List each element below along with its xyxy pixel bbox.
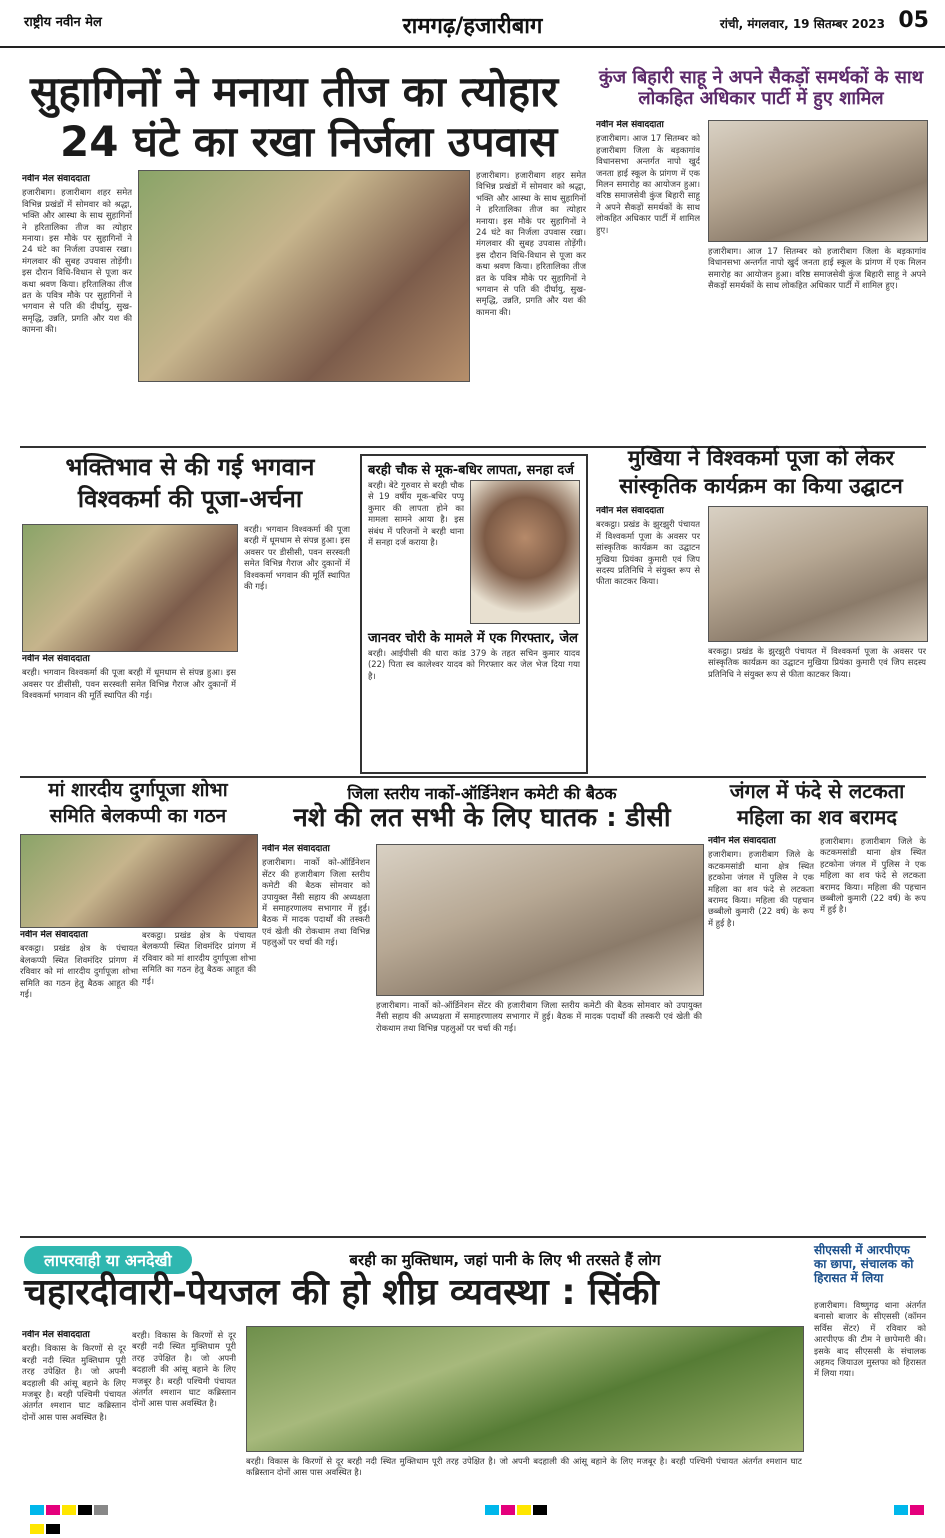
- story2-body-continued: [708, 246, 926, 440]
- page-number: 05: [898, 8, 929, 33]
- story4-headline: बरही चौक से मूक-बधिर लापता, सनहा दर्ज: [368, 463, 574, 478]
- story3-byline: नवीन मेल संवाददाता: [22, 654, 90, 664]
- story1-body: [22, 174, 132, 440]
- story9-headline: चहारदीवारी-पेयजल की हो शीघ्र व्यवस्था : सिंकी: [24, 1272, 659, 1313]
- story3-photo: [22, 524, 238, 652]
- story6-headline-line2: समिति बेलकप्पी का गठन: [49, 805, 227, 827]
- story4-portrait: [470, 480, 580, 624]
- story8-headline-line1: जंगल में फंदे से लटकता: [729, 779, 905, 803]
- story1-text-continued: हजारीबाग। हजारीबाग शहर समेत विभिन्न प्रखंडों में सोमवार को श्रद्धा, भक्ति और आस्था के साथ सुहागिनों ने हरितालिका तीज का त्योहार मनाया। इस मौके पर सुहागिनों ने 24 घंटे का निर्जला उपवास रखा। मंगलवार की सुबह उपवास तोड़ेंगी। इस दौरान विधि-विधान से पूजा कर कथा श्रवण किया। हरितालिका तीज व्रत के पवित्र मौके पर सुहागिनों ने भगवान से पति की दीर्घायु, सुख-समृद्धि, उन्नति, प्रगति और यश की कामना की।: [476, 170, 586, 317]
- story6-body-continued: [142, 930, 256, 1230]
- print-registration-strip: [30, 1500, 930, 1512]
- story2-text-continued: हजारीबाग। आज 17 सितम्बर को हजारीबाग जिला के बड़कागांव विधानसभा अन्तर्गत नापो खुर्द जनता हाई स्कूल के प्रांगण में एक मिलन समारोह का आयोजन हुआ। वरिष्ठ समाजसेवी कुंज बिहारी साहू ने अपने सैकड़ों समर्थकों के साथ लोकहित अधिकार पार्टी में शामिल हुए।: [708, 246, 926, 291]
- story7-body: [262, 844, 370, 1230]
- story8-byline: नवीन मेल संवाददाता: [708, 836, 776, 846]
- story4-subtext: बरही। आईपीसी की धारा कांड 379 के तहत सचिन कुमार यादव (22) पिता स्व कालेश्वर यादव को गिरफ्तार कर जेल भेज दिया गया है।: [368, 648, 580, 681]
- story10-text: हजारीबाग। विष्णुगढ़ थाना अंतर्गत बनासो बाजार के सीएससी (कॉमन सर्विस सेंटर) में रविवार को आरपीएफ की टीम ने छापेमारी की। इसके बाद सीएससी के संचालक अहमद जियाउल मुस्तफा को हिरासत में लिया गया।: [814, 1300, 926, 1379]
- story9-tag: लापरवाही या अनदेखी: [24, 1246, 192, 1274]
- story4-body: [368, 480, 464, 622]
- story3-headline-line1: भक्तिभाव से की गई भगवान: [65, 453, 315, 481]
- story1-text: हजारीबाग। हजारीबाग शहर समेत विभिन्न प्रखंडों में सोमवार को श्रद्धा, भक्ति और आस्था के साथ सुहागिनों ने हरितालिका तीज का त्योहार मनाया। इस मौके पर सुहागिनों ने 24 घंटे का निर्जला उपवास रखा। मंगलवार की सुबह उपवास तोड़ेंगी। इस दौरान विधि-विधान से पूजा कर कथा श्रवण किया। हरितालिका तीज व्रत के पवित्र मौके पर सुहागिनों ने भगवान से पति की दीर्घायु, सुख-समृद्धि, उन्नति, प्रगति और यश की कामना की।: [22, 187, 132, 335]
- story9-text-lower: बरही। विकास के किरणों से दूर बरही नदी स्थित मुक्तिधाम पूरी तरह उपेक्षित है। जो अपनी बदहाली की आंसू बहाने के लिए मजबूर है। बरही पश्चिमी पंचायत अंतर्गत श्मशान घाट कब्रिस्तान दोनों आस पास अवस्थित है।: [246, 1456, 802, 1478]
- story7-body-continued: [376, 1000, 702, 1230]
- story1-photo: [138, 170, 470, 382]
- story5-body-continued: [708, 646, 926, 770]
- story6-text-continued: बरकट्ठा। प्रखंड क्षेत्र के पंचायत बेलकप्पी स्थित शिवमंदिर प्रांगण में रविवार को मां शारदीय दुर्गापूजा शोभा समिति का गठन हेतु बैठक आहूत की गई।: [142, 930, 256, 986]
- story9-byline: नवीन मेल संवाददाता: [22, 1330, 90, 1340]
- story7-headline: नशे की लत सभी के लिए घातक : डीसी: [293, 803, 671, 833]
- brand-logo: राष्ट्रीय नवीन मेल: [24, 15, 102, 30]
- story3-text-lower: बरही। भगवान विश्वकर्मा की पूजा बरही में धूमधाम से संपन्न हुआ। इस अवसर पर डीसीसी, पवन सरस्वती समेत विभिन्न गैराज और दुकानों में विश्वकर्मा भगवान की मूर्ति स्थापित की गई।: [22, 667, 236, 701]
- story5-headline-line2: सांस्कृतिक कार्यक्रम का किया उद्घाटन: [619, 474, 903, 498]
- story4-subbody: [368, 648, 580, 764]
- story6-text: बरकट्ठा। प्रखंड क्षेत्र के पंचायत बेलकप्पी स्थित शिवमंदिर प्रांगण में रविवार को मां शारदीय दुर्गापूजा शोभा समिति का गठन हेतु बैठक आहूत की गई।: [20, 943, 138, 1000]
- story1-byline: नवीन मेल संवाददाता: [22, 174, 90, 184]
- story5-body: [596, 506, 700, 770]
- story10-body: [814, 1300, 926, 1490]
- story2-photo: [708, 120, 928, 242]
- story6-byline: नवीन मेल संवाददाता: [20, 930, 88, 940]
- story8-headline-line2: महिला का शव बरामद: [736, 805, 897, 829]
- divider: [20, 776, 926, 778]
- story6-body: [20, 930, 138, 1230]
- story1-body-continued: [476, 170, 586, 440]
- story7-photo: [376, 844, 704, 996]
- story8-body-continued: [820, 836, 926, 1230]
- story4-box: [360, 454, 588, 774]
- divider: [20, 1236, 926, 1238]
- story9-body: [22, 1330, 126, 1490]
- story4-text: बरही। बेटे गुरुवार से बरही चौक से 19 वर्षीय मूक-बधिर पप्पू कुमार की लापता होने का मामला सामने आया है। इस संबंध में परिजनों ने बरही थाना में सनहा दर्ज कराया है।: [368, 480, 464, 548]
- story5-byline: नवीन मेल संवाददाता: [596, 506, 664, 516]
- story5-text: बरकट्ठा। प्रखंड के झुरझुरी पंचायत में विश्वकर्मा पूजा के अवसर पर सांस्कृतिक कार्यक्रम का उद्घाटन मुखिया प्रियंका कुमारी एवं जिप सदस्य प्रतिनिधि ने संयुक्त रूप से फीता काटकर किया।: [596, 519, 700, 587]
- story7-text-continued: हजारीबाग। नार्को को-ऑर्डिनेशन सेंटर की हजारीबाग जिला स्तरीय कमेटी की बैठक सोमवार को उपायुक्त नैंसी सहाय की अध्यक्षता में समाहरणालय सभागार में हुई। बैठक में मादक पदार्थों की तस्करी एवं खेती की रोकथाम तथा विभिन्न पहलुओं पर चर्चा की गई।: [376, 1000, 702, 1033]
- story8-text: हजारीबाग। हजारीबाग जिले के कटकमसांडी थाना क्षेत्र स्थित हटकोना जंगल में पुलिस ने एक महिला का शव फंदे से लटकता बरामद किया। महिला की पहचान छब्बीलो कुमारी (22 वर्ष) के रूप में हुई है।: [708, 849, 814, 928]
- story7-text: हजारीबाग। नार्को को-ऑर्डिनेशन सेंटर की हजारीबाग जिला स्तरीय कमेटी की बैठक सोमवार को उपायुक्त नैंसी सहाय की अध्यक्षता में समाहरणालय सभागार में हुई। बैठक में मादक पदार्थों की तस्करी एवं खेती की रोकथाम तथा विभिन्न पहलुओं पर चर्चा की गई।: [262, 857, 370, 948]
- story2-headline: कुंज बिहारी साहू ने अपने सैकड़ों समर्थकों के साथ लोकहित अधिकार पार्टी में हुए शामिल: [598, 67, 924, 109]
- story4-subheadline: जानवर चोरी के मामले में एक गिरफ्तार, जेल: [368, 631, 578, 646]
- story3-body-lower: [22, 654, 236, 770]
- story9-body-lower: [246, 1456, 802, 1490]
- story8-text-continued: हजारीबाग। हजारीबाग जिले के कटकमसांडी थाना क्षेत्र स्थित हटकोना जंगल में पुलिस ने एक महिला का शव फंदे से लटकता बरामद किया। महिला की पहचान छब्बीलो कुमारी (22 वर्ष) के रूप में हुई है।: [820, 836, 926, 915]
- story1-headline-line2: 24 घंटे का रखा निर्जला उपवास: [60, 117, 558, 166]
- story3-headline-line2: विश्वकर्मा की पूजा-अर्चना: [77, 485, 303, 513]
- story9-kicker: बरही का मुक्तिधाम, जहां पानी के लिए भी तरसते हैं लोग: [349, 1251, 661, 1269]
- story9-text: बरही। विकास के किरणों से दूर बरही नदी स्थित मुक्तिधाम पूरी तरह उपेक्षित है। जो अपनी बदहाली की आंसू बहाने के लिए मजबूर है। बरही पश्चिमी पंचायत अंतर्गत श्मशान घाट कब्रिस्तान दोनों आस पास अवस्थित है।: [22, 1343, 126, 1422]
- section-title: रामगढ़/हजारीबाग: [402, 14, 543, 39]
- dateline: रांची, मंगलवार, 19 सितम्बर 2023: [719, 17, 885, 31]
- story5-headline-line1: मुखिया ने विश्वकर्मा पूजा को लेकर: [627, 446, 895, 470]
- story9-photo: [246, 1326, 804, 1452]
- story2-text: हजारीबाग। आज 17 सितम्बर को हजारीबाग जिला के बड़कागांव विधानसभा अन्तर्गत नापो खुर्द जनता हाई स्कूल के प्रांगण में एक मिलन समारोह का आयोजन हुआ। वरिष्ठ समाजसेवी कुंज बिहारी साहू ने अपने सैकड़ों समर्थकों के साथ लोकहित अधिकार पार्टी में शामिल हुए।: [596, 133, 700, 235]
- story2-body: [596, 120, 700, 440]
- story6-photo: [20, 834, 258, 928]
- story8-body: [708, 836, 814, 1230]
- story7-kicker: जिला स्तरीय नार्को-ऑर्डिनेशन कमेटी की बैठक: [347, 784, 617, 803]
- story7-byline: नवीन मेल संवाददाता: [262, 844, 330, 854]
- story1-headline-line1: सुहागिनों ने मनाया तीज का त्योहार: [30, 67, 559, 116]
- story3-body: [244, 524, 350, 770]
- story10-headline: सीएससी में आरपीएफ का छापा, संचालक को हिरासत में लिया: [814, 1243, 914, 1285]
- story9-text-continued: बरही। विकास के किरणों से दूर बरही नदी स्थित मुक्तिधाम पूरी तरह उपेक्षित है। जो अपनी बदहाली की आंसू बहाने के लिए मजबूर है। बरही पश्चिमी पंचायत अंतर्गत श्मशान घाट कब्रिस्तान दोनों आस पास अवस्थित है।: [132, 1330, 236, 1409]
- story5-photo: [708, 506, 928, 642]
- masthead: [0, 0, 945, 48]
- story5-text-continued: बरकट्ठा। प्रखंड के झुरझुरी पंचायत में विश्वकर्मा पूजा के अवसर पर सांस्कृतिक कार्यक्रम का उद्घाटन मुखिया प्रियंका कुमारी एवं जिप सदस्य प्रतिनिधि ने संयुक्त रूप से फीता काटकर किया।: [708, 646, 926, 679]
- story3-text: बरही। भगवान विश्वकर्मा की पूजा बरही में धूमधाम से संपन्न हुआ। इस अवसर पर डीसीसी, पवन सरस्वती समेत विभिन्न गैराज और दुकानों में विश्वकर्मा भगवान की मूर्ति स्थापित की गई।: [244, 524, 350, 592]
- story6-headline-line1: मां शारदीय दुर्गापूजा शोभा: [48, 779, 228, 801]
- story9-body-continued: [132, 1330, 236, 1490]
- story2-byline: नवीन मेल संवाददाता: [596, 120, 664, 130]
